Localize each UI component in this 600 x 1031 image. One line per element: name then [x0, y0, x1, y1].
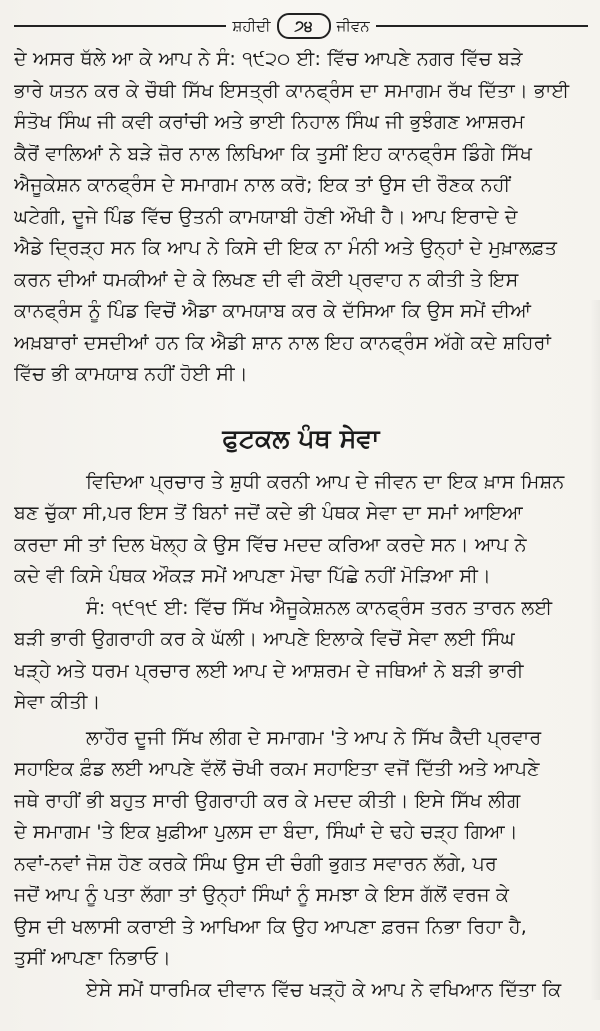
text-line: ਜਥੇ ਰਾਹੀਂ ਭੀ ਬਹੁਤ ਸਾਰੀ ਉਗਰਾਹੀ ਕਰ ਕੇ ਮਦਦ ਕੀਤੀ। ਇਸੇ ਸਿੱਖ ਲੀਗ	[14, 789, 521, 812]
text-line: ਐਜੂਕੇਸ਼ਨ ਕਾਨਫ੍ਰੰਸ ਦੇ ਸਮਾਗਮ ਨਾਲ ਕਰੋ; ਇਕ ਤਾਂ ਉਸ ਦੀ ਰੌਣਕ ਨਹੀਂ	[14, 174, 511, 196]
text-line: ਬੜੀ ਭਾਰੀ ਉਗਰਾਹੀ ਕਰ ਕੇ ਘੱਲੀ। ਆਪਣੇ ਇਲਾਕੇ ਵਿਚੋਂ ਸੇਵਾ ਲਈ ਸਿੰਘ	[14, 628, 515, 650]
text-line: ਲਾਹੌਰ ਦੂਜੀ ਸਿੱਖ ਲੀਗ ਦੇ ਸਮਾਗਮ 'ਤੇ ਆਪ ਨੇ ਸਿੱਖ ਕੈਦੀ ਪ੍ਰਵਾਰ	[86, 726, 542, 749]
text-line: ਵਿੱਚ ਭੀ ਕਾਮਯਾਬ ਨਹੀਂ ਹੋਈ ਸੀ।	[14, 363, 248, 385]
text-line: ਕੈਰੋਂ ਵਾਲਿਆਂ ਨੇ ਬੜੇ ਜ਼ੋਰ ਨਾਲ ਲਿਖਿਆ ਕਿ ਤੁਸੀਂ ਇਹ ਕਾਨਫ੍ਰੰਸ ਡਿੰਗੇ ਸਿੱਖ	[14, 142, 533, 165]
page-body	[14, 44, 588, 1006]
text-line: ਨਵਾਂ-ਨਵਾਂ ਜੋਸ਼ ਹੋਣ ਕਰਕੇ ਸਿੰਘ ਉਸ ਦੀ ਚੰਗੀ ਭੁਗਤ ਸਵਾਰਨ ਲੱਗੇ, ਪਰ	[14, 852, 497, 875]
text-line: ਵਿਦਿਆ ਪ੍ਰਚਾਰ ਤੇ ਸ਼ੁਧੀ ਕਰਨੀ ਆਪ ਦੇ ਜੀਵਨ ਦਾ ਇਕ ਖ਼ਾਸ ਮਿਸ਼ਨ	[86, 470, 565, 493]
text-line: ਐਡੇ ਦ੍ਰਿੜ੍ਹ ਸਨ ਕਿ ਆਪ ਨੇ ਕਿਸੇ ਦੀ ਇਕ ਨਾ ਮੰਨੀ ਅਤੇ ਉਨ੍ਹਾਂ ਦੇ ਮੁਖ਼ਾਲਫ਼ਤ	[14, 237, 558, 259]
text-line: ਸੰਤੋਖ ਸਿੰਘ ਜੀ ਕਵੀ ਕਰਾਂਚੀ ਅਤੇ ਭਾਈ ਨਿਹਾਲ ਸਿੰਘ ਜੀ ਭੁਝੰਗਣ ਆਸ਼ਰਮ	[14, 111, 525, 133]
text-line: ਕਰਦਾ ਸੀ ਤਾਂ ਦਿਲ ਖੋਲ੍ਹ ਕੇ ਉਸ ਵਿੱਚ ਮਦਦ ਕਰਿਆ ਕਰਦੇ ਸਨ। ਆਪ ਨੇ	[14, 533, 527, 556]
paragraph-5	[14, 975, 588, 1007]
paragraph-2	[14, 467, 588, 593]
paragraph-4	[14, 723, 588, 975]
text-line: ਦੇ ਸਮਾਗਮ 'ਤੇ ਇਕ ਖ਼ੁਫ਼ੀਆ ਪੁਲਸ ਦਾ ਬੰਦਾ, ਸਿੰਘਾਂ ਦੇ ਢਹੇ ਚੜ੍ਹ ਗਿਆ।	[14, 821, 518, 843]
running-header	[14, 10, 588, 42]
text-line: ਅਖ਼ਬਾਰਾਂ ਦਸਦੀਆਂ ਹਨ ਕਿ ਐਡੀ ਸ਼ਾਨ ਨਾਲ ਇਹ ਕਾਨਫ੍ਰੰਸ ਅੱਗੇ ਕਦੇ ਸ਼ਹਿਰਾਂ	[14, 331, 552, 354]
text-line: ਜਦੋਂ ਆਪ ਨੂੰ ਪਤਾ ਲੱਗਾ ਤਾਂ ਉਨ੍ਹਾਂ ਸਿੰਘਾਂ ਨੂੰ ਸਮਝਾ ਕੇ ਇਸ ਗੱਲੋਂ ਵਰਜ ਕੇ	[14, 884, 510, 906]
page-edge-shadow	[590, 300, 600, 1000]
header-rule-left	[14, 25, 226, 27]
text-line: ਸੰ: ੧੯੧੯ ਈ: ਵਿੱਚ ਸਿੱਖ ਐਜੂਕੇਸ਼ਨਲ ਕਾਨਫ੍ਰੰਸ ਤਰਨ ਤਾਰਨ ਲਈ	[86, 596, 553, 619]
text-line: ਏਸੇ ਸਮੇਂ ਧਾਰਮਿਕ ਦੀਵਾਨ ਵਿੱਚ ਖੜ੍ਹੋ ਕੇ ਆਪ ਨੇ ਵਖਿਆਨ ਦਿੱਤਾ ਕਿ	[86, 978, 562, 1001]
text-line: ਦੇ ਅਸਰ ਥੱਲੇ ਆ ਕੇ ਆਪ ਨੇ ਸੰ: ੧੯੨੦ ਈ: ਵਿੱਚ ਆਪਣੇ ਨਗਰ ਵਿੱਚ ਬੜੇ	[14, 48, 523, 70]
text-line: ਘਟੇਗੀ, ਦੂਜੇ ਪਿੰਡ ਵਿੱਚ ਉਤਨੀ ਕਾਮਯਾਬੀ ਹੋਣੀ ਔਖੀ ਹੈ। ਆਪ ਇਰਾਦੇ ਦੇ	[14, 205, 518, 228]
header-rule-right	[376, 25, 588, 27]
text-line: ਭਾਰੇ ਯਤਨ ਕਰ ਕੇ ਚੌਥੀ ਸਿੱਖ ਇਸਤ੍ਰੀ ਕਾਨਫ੍ਰੰਸ ਦਾ ਸਮਾਗਮ ਰੱਖ ਦਿੱਤਾ। ਭਾਈ	[14, 79, 570, 102]
paragraph-1	[14, 44, 588, 391]
text-line: ਬਣ ਚੁੱਕਾ ਸੀ,ਪਰ ਇਸ ਤੋਂ ਬਿਨਾਂ ਜਦੋਂ ਕਦੇ ਭੀ ਪੰਥਕ ਸੇਵਾ ਦਾ ਸਮਾਂ ਆਇਆ	[14, 502, 523, 524]
text-line: ਉਸ ਦੀ ਖਲਾਸੀ ਕਰਾਈ ਤੇ ਆਖਿਆ ਕਿ ਉਹ ਆਪਣਾ ਫ਼ਰਜ ਨਿਭਾ ਰਿਹਾ ਹੈ,	[14, 915, 527, 938]
text-line: ਕਰਨ ਦੀਆਂ ਧਮਕੀਆਂ ਦੇ ਕੇ ਲਿਖਣ ਦੀ ਵੀ ਕੋਈ ਪ੍ਰਵਾਹ ਨ ਕੀਤੀ ਤੇ ਇਸ	[14, 268, 519, 291]
page-number: ੭੪	[277, 13, 331, 39]
section-heading: ਫੁਟਕਲ ਪੰਥ ਸੇਵਾ	[222, 423, 380, 453]
text-line: ਤੁਸੀਂ ਆਪਣਾ ਨਿਭਾਓ।	[14, 947, 172, 969]
text-line: ਸਹਾਇਕ ਫ਼ੰਡ ਲਈ ਆਪਣੇ ਵੱਲੋਂ ਚੋਖੀ ਰਕਮ ਸਹਾਇਤਾ ਵਜੋਂ ਦਿੱਤੀ ਅਤੇ ਆਪਣੇ	[14, 758, 540, 780]
text-line: ਕਦੇ ਵੀ ਕਿਸੇ ਪੰਥਕ ਔਕੜ ਸਮੇਂ ਆਪਣਾ ਮੋਢਾ ਪਿੱਛੇ ਨਹੀਂ ਮੋੜਿਆ ਸੀ।	[14, 565, 492, 587]
text-line: ਸੇਵਾ ਕੀਤੀ।	[14, 691, 101, 713]
text-line: ਖੜ੍ਹੇ ਅਤੇ ਧਰਮ ਪ੍ਰਚਾਰ ਲਈ ਆਪ ਦੇ ਆਸ਼ਰਮ ਦੇ ਜਥਿਆਂ ਨੇ ਬੜੀ ਭਾਰੀ	[14, 659, 524, 682]
header-title-right: ਜੀਵਨ	[336, 17, 370, 35]
text-line: ਕਾਨਫ੍ਰੰਸ ਨੂੰ ਪਿੰਡ ਵਿਚੋਂ ਐਡਾ ਕਾਮਯਾਬ ਕਰ ਕੇ ਦੱਸਿਆ ਕਿ ਉਸ ਸਮੇਂ ਦੀਆਂ	[14, 300, 532, 322]
header-title-left: ਸ਼ਹੀਦੀ	[232, 17, 271, 35]
paragraph-3	[14, 593, 588, 719]
